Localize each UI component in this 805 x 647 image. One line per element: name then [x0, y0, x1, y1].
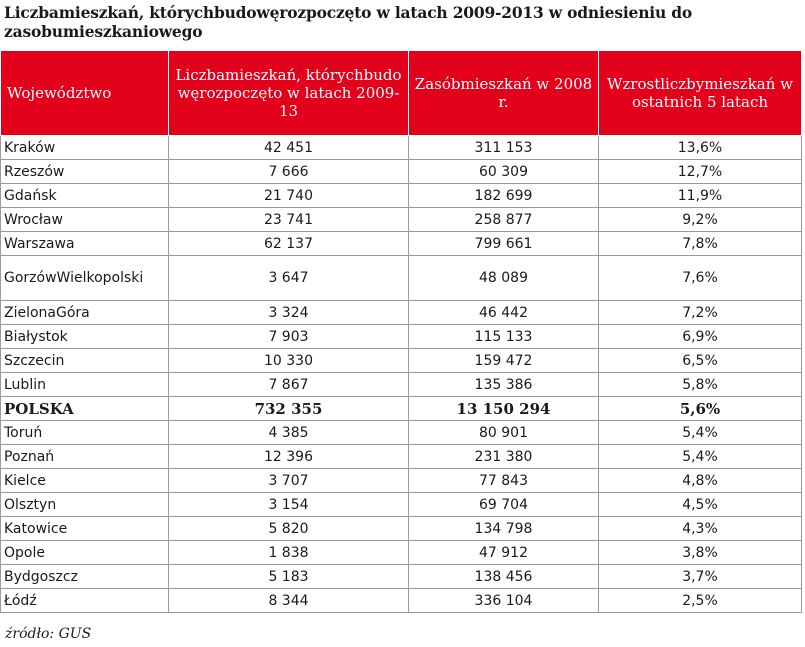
cell-growth: 12,7% — [599, 160, 802, 184]
cell-stock: 231 380 — [409, 445, 599, 469]
cell-growth: 6,9% — [599, 325, 802, 349]
cell-voivodeship: Bydgoszcz — [1, 565, 169, 589]
housing-table — [0, 50, 802, 613]
cell-growth: 9,2% — [599, 208, 802, 232]
cell-growth: 5,8% — [599, 373, 802, 397]
cell-stock: 46 442 — [409, 301, 599, 325]
cell-growth: 4,8% — [599, 469, 802, 493]
table-row — [1, 589, 802, 613]
cell-started: 7 666 — [169, 160, 409, 184]
cell-stock: 311 153 — [409, 136, 599, 160]
cell-voivodeship: ZielonaGóra — [1, 301, 169, 325]
cell-voivodeship: Poznań — [1, 445, 169, 469]
cell-growth: 6,5% — [599, 349, 802, 373]
cell-voivodeship: Opole — [1, 541, 169, 565]
cell-stock: 135 386 — [409, 373, 599, 397]
header-housing-stock: Zasóbmieszkań w 2008 r. — [409, 51, 599, 136]
cell-stock: 60 309 — [409, 160, 599, 184]
table-header-row — [1, 51, 802, 136]
cell-started: 62 137 — [169, 232, 409, 256]
table-row — [1, 541, 802, 565]
header-started-dwellings: Liczbamieszkań, którychbudowęrozpoczęto w latach 2009-13 — [169, 51, 409, 136]
cell-growth: 4,5% — [599, 493, 802, 517]
cell-growth: 3,7% — [599, 565, 802, 589]
cell-started: 23 741 — [169, 208, 409, 232]
table-row — [1, 517, 802, 541]
cell-growth: 7,8% — [599, 232, 802, 256]
cell-stock: 159 472 — [409, 349, 599, 373]
cell-stock: 13 150 294 — [409, 397, 599, 421]
table-row — [1, 421, 802, 445]
table-row — [1, 136, 802, 160]
cell-stock: 115 133 — [409, 325, 599, 349]
cell-started: 42 451 — [169, 136, 409, 160]
cell-voivodeship: Kielce — [1, 469, 169, 493]
cell-stock: 48 089 — [409, 256, 599, 301]
cell-voivodeship: Lublin — [1, 373, 169, 397]
source-note: źródło: GUS — [5, 626, 92, 642]
cell-voivodeship: Łódź — [1, 589, 169, 613]
cell-growth: 2,5% — [599, 589, 802, 613]
table-row — [1, 301, 802, 325]
cell-started: 5 183 — [169, 565, 409, 589]
cell-voivodeship: Toruń — [1, 421, 169, 445]
cell-voivodeship: GorzówWielkopolski — [1, 256, 169, 301]
table-body — [1, 136, 802, 613]
cell-started: 1 838 — [169, 541, 409, 565]
table-row — [1, 445, 802, 469]
cell-voivodeship: Wrocław — [1, 208, 169, 232]
cell-started: 12 396 — [169, 445, 409, 469]
cell-stock: 69 704 — [409, 493, 599, 517]
table-row — [1, 256, 802, 301]
cell-started: 4 385 — [169, 421, 409, 445]
cell-voivodeship: Białystok — [1, 325, 169, 349]
cell-voivodeship: Katowice — [1, 517, 169, 541]
cell-started: 3 707 — [169, 469, 409, 493]
cell-started: 7 867 — [169, 373, 409, 397]
cell-started: 7 903 — [169, 325, 409, 349]
cell-started: 21 740 — [169, 184, 409, 208]
table-row — [1, 397, 802, 421]
cell-stock: 336 104 — [409, 589, 599, 613]
table-row — [1, 565, 802, 589]
cell-started: 8 344 — [169, 589, 409, 613]
cell-growth: 5,6% — [599, 397, 802, 421]
cell-started: 10 330 — [169, 349, 409, 373]
table-row — [1, 160, 802, 184]
table-row — [1, 184, 802, 208]
cell-growth: 7,2% — [599, 301, 802, 325]
cell-stock: 799 661 — [409, 232, 599, 256]
cell-stock: 134 798 — [409, 517, 599, 541]
cell-stock: 138 456 — [409, 565, 599, 589]
table-row — [1, 325, 802, 349]
table-row — [1, 373, 802, 397]
table-row — [1, 232, 802, 256]
table-title: Liczbamieszkań, którychbudowęrozpoczęto w latach 2009-2013 w odniesieniu do zasobumieszkaniowego — [4, 3, 693, 41]
cell-voivodeship: Warszawa — [1, 232, 169, 256]
cell-started: 3 154 — [169, 493, 409, 517]
cell-stock: 182 699 — [409, 184, 599, 208]
cell-voivodeship: POLSKA — [1, 397, 169, 421]
cell-started: 3 647 — [169, 256, 409, 301]
cell-voivodeship: Szczecin — [1, 349, 169, 373]
cell-voivodeship: Kraków — [1, 136, 169, 160]
cell-voivodeship: Rzeszów — [1, 160, 169, 184]
cell-growth: 13,6% — [599, 136, 802, 160]
cell-stock: 47 912 — [409, 541, 599, 565]
cell-stock: 80 901 — [409, 421, 599, 445]
cell-started: 3 324 — [169, 301, 409, 325]
cell-growth: 3,8% — [599, 541, 802, 565]
cell-growth: 11,9% — [599, 184, 802, 208]
cell-started: 5 820 — [169, 517, 409, 541]
table-row — [1, 208, 802, 232]
cell-growth: 4,3% — [599, 517, 802, 541]
cell-growth: 7,6% — [599, 256, 802, 301]
cell-voivodeship: Olsztyn — [1, 493, 169, 517]
header-voivodeship: Województwo — [1, 51, 169, 136]
table-row — [1, 349, 802, 373]
cell-growth: 5,4% — [599, 445, 802, 469]
table-row — [1, 493, 802, 517]
cell-voivodeship: Gdańsk — [1, 184, 169, 208]
table-row — [1, 469, 802, 493]
cell-growth: 5,4% — [599, 421, 802, 445]
cell-started: 732 355 — [169, 397, 409, 421]
header-growth: Wzrostliczbymieszkań w ostatnich 5 latach — [599, 51, 802, 136]
cell-stock: 77 843 — [409, 469, 599, 493]
cell-stock: 258 877 — [409, 208, 599, 232]
